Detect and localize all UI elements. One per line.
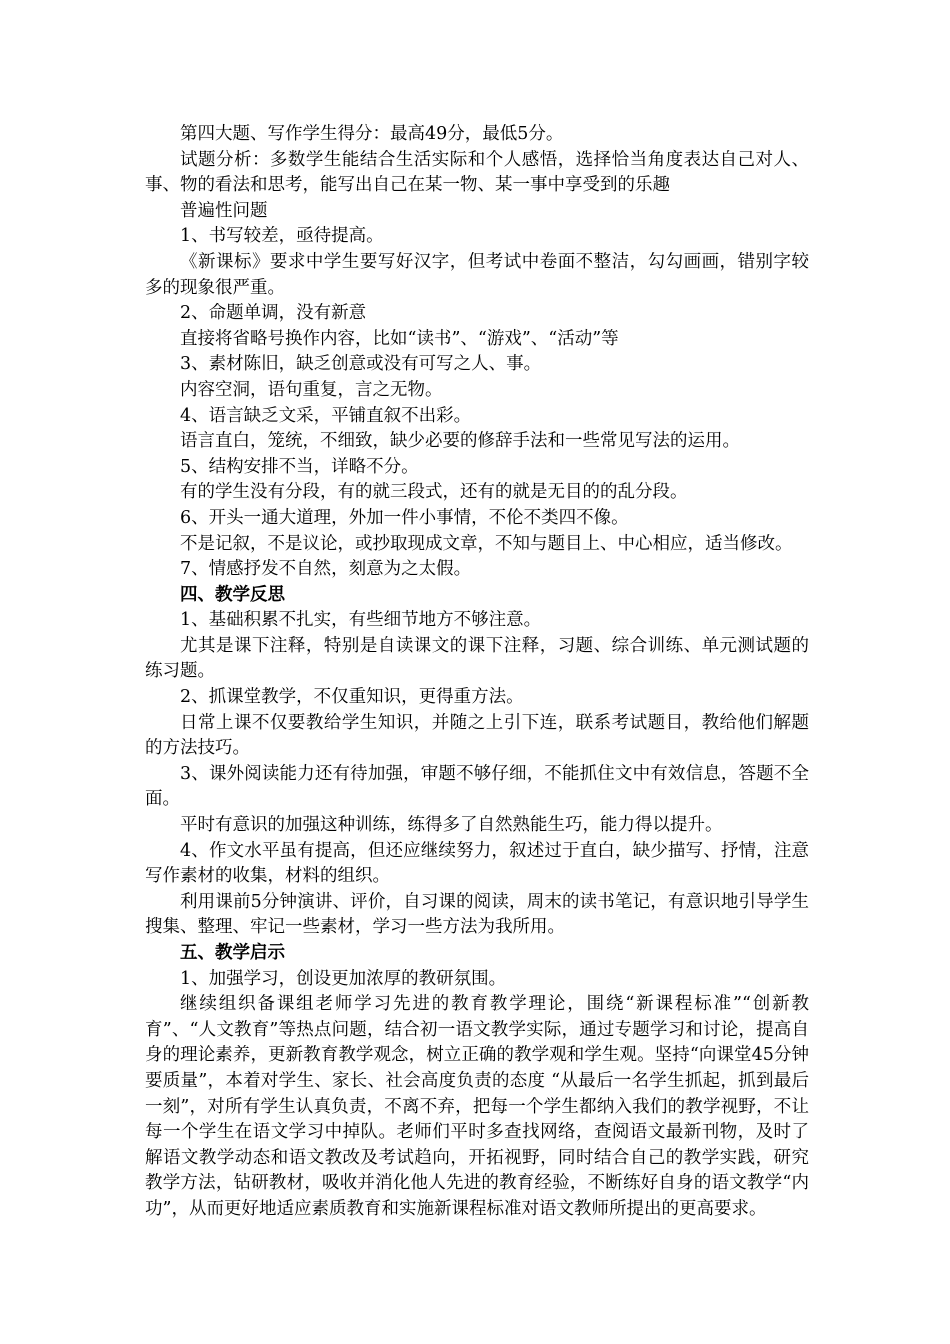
- problem-6-text: 不是记叙，不是议论，或抄取现成文章，不知与题目上、中心相应，适当修改。: [180, 533, 793, 554]
- problem-4-title: 4、语言缺乏文采，平铺直叙不出彩。: [180, 405, 472, 426]
- document-body: [145, 122, 809, 1223]
- writing-analysis: 试题分析：多数学生能结合生活实际和个人感悟，选择恰当角度表达自己对人、事、物的看法和思考，能写出自己在某一物、某一事中享受到的乐趣: [145, 149, 809, 196]
- reflection-1-text: 尤其是课下注释，特别是自读课文的课下注释，习题、综合训练、单元测试题的练习题。: [145, 635, 809, 682]
- problem-1-text: 《新课标》要求中学生要写好汉字，但考试中卷面不整洁，勾勾画画，错别字较多的现象很严重。: [145, 251, 809, 298]
- problem-1-title: 1、书写较差，亟待提高。: [180, 226, 384, 247]
- section-heading-insights: 五、教学启示: [180, 943, 285, 963]
- problem-3-text: 内容空洞，语句重复，言之无物。: [180, 379, 443, 400]
- reflection-2-text: 日常上课不仅要教给学生知识，并随之上引下连，联系考试题目，教给他们解题的方法技巧。: [145, 712, 809, 759]
- reflection-4-text: 利用课前5分钟演讲、评价，自习课的阅读，周末的读书笔记，有意识地引导学生搜集、整理、牢记一些素材，学习一些方法为我所用。: [145, 891, 809, 938]
- problem-2-title: 2、命题单调，没有新意: [180, 303, 367, 324]
- problem-3-title: 3、素材陈旧，缺乏创意或没有可写之人、事。: [180, 354, 542, 375]
- reflection-2-title: 2、抓课堂教学，不仅重知识，更得重方法。: [180, 687, 524, 708]
- problem-2-text: 直接将省略号换作内容，比如“读书”、“游戏”、“活动”等: [180, 328, 619, 349]
- problem-5-title: 5、结构安排不当，详略不分。: [180, 456, 419, 477]
- insight-1-text: 继续组织备课组老师学习先进的教育教学理论，围绕“新课程标准”“创新教育”、“人文教育”等热点问题，结合初一语文教学实际，通过专题学习和讨论，提高自身的理论素养，更新教育教学观念，树立正确的教学观和学生观。坚持“向课堂45分钟要质量”，本着对学生、家长、社会高度负责的态度 “从最后一名学生抓起，抓到最后一刻”，对所有学生认真负责，不离不弃，把每一个学生都纳入我们的教学视野，不让每一个学生在语文学习中掉队。老师们平时多查找网络，查阅语文最新刊物，及时了解语文教学动态和语文教改及考试趋向，开拓视野，同时结合自己的教学实践，研究教学方法，钻研教材，吸收并消化他人先进的教育经验，不断练好自身的语文教学“内功”，从而更好地适应素质教育和实施新课程标准对语文教师所提出的更高要求。: [145, 994, 809, 1219]
- common-problems-heading: 普遍性问题: [180, 200, 268, 221]
- problem-7-title: 7、情感抒发不自然，刻意为之太假。: [180, 559, 472, 580]
- reflection-3-text: 平时有意识的加强这种训练，练得多了自然熟能生巧，能力得以提升。: [180, 815, 723, 836]
- problem-4-text: 语言直白，笼统，不细致，缺少必要的修辞手法和一些常见写法的运用。: [180, 431, 740, 452]
- problem-5-text: 有的学生没有分段，有的就三段式，还有的就是无目的的乱分段。: [180, 482, 688, 503]
- reflection-3-title: 3、课外阅读能力还有待加强，审题不够仔细，不能抓住文中有效信息，答题不全面。: [145, 763, 809, 810]
- writing-score-line: 第四大题、写作学生得分：最高49分，最低5分。: [180, 124, 564, 144]
- reflection-1-title: 1、基础积累不扎实，有些细节地方不够注意。: [180, 610, 542, 631]
- reflection-4-title: 4、作文水平虽有提高，但还应继续努力，叙述过于直白，缺少描写、抒情，注意写作素材的收集，材料的组织。: [145, 840, 809, 887]
- insight-1-title: 1、加强学习，创设更加浓厚的教研氛围。: [180, 968, 507, 989]
- section-heading-reflection: 四、教学反思: [180, 584, 285, 605]
- problem-6-title: 6、开头一通大道理，外加一件小事情，不伦不类四不像。: [180, 507, 629, 528]
